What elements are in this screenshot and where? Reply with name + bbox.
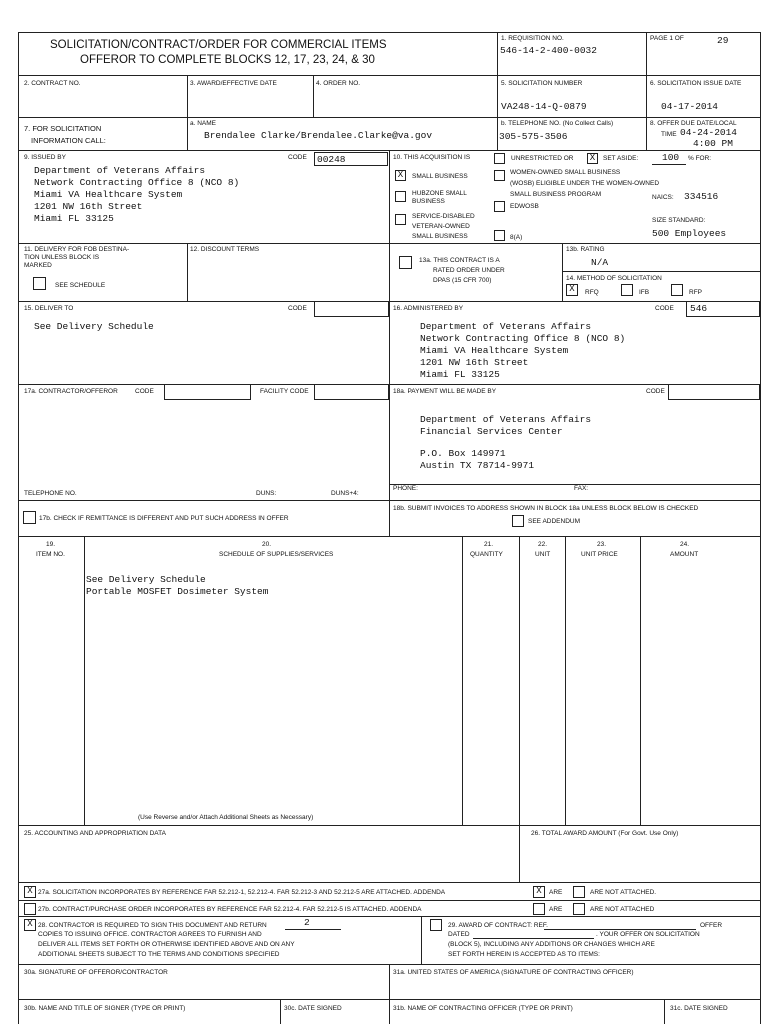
see-schedule-label: SEE SCHEDULE [55,282,106,289]
col-unit-label: UNIT [535,551,551,558]
addendum-label: SEE ADDENDUM [528,518,581,525]
issued-by-code-label: CODE [288,154,307,161]
small-business-label: SMALL BUSINESS [412,173,468,180]
solicitation-no-value[interactable]: VA248-14-Q-0879 [501,101,587,112]
percent-for-label: % FOR: [688,155,712,162]
hubzone-label: HUBZONE SMALL [412,190,467,197]
page-label: PAGE 1 OF [650,35,684,42]
clause-29-dated-label: DATED [448,931,470,938]
rated-order-label-2: RATED ORDER UNDER [433,267,505,274]
schedule-footnote: (Use Reverse and/or Attach Additional Sheets as Necessary) [138,814,314,821]
info-call-label-2: INFORMATION CALL: [31,136,106,145]
wosb-checkbox[interactable] [494,170,505,181]
clause-27a-text: 27a. SOLICITATION INCORPORATES BY REFERENCE FAR 52.212-1, 52.212-4. FAR 52.212-3 AND 52.212-5 ARE ATTACHED. ADDENDA [38,889,446,896]
payment-phone-label: PHONE: [393,485,418,492]
administered-by-address-line: Department of Veterans Affairs [420,321,592,332]
schedule-line: See Delivery Schedule [86,574,206,585]
clause-27a-are-label: ARE [549,889,563,896]
remittance-checkbox[interactable] [23,511,36,524]
col-item-label: ITEM NO. [36,551,65,558]
sdvosb-label: SERVICE-DISABLED [412,213,475,220]
col-quantity-label: QUANTITY [470,551,503,558]
sdvosb-checkbox[interactable] [395,214,406,225]
clause-27b-text: 27b. CONTRACT/PURCHASE ORDER INCORPORATES BY REFERENCE FAR 52.212-4. FAR 52.212-5 IS ATTACHED. ADDENDA [38,906,422,913]
addendum-checkbox[interactable] [512,515,524,527]
clause-27b-are-not-checkbox[interactable] [573,903,585,915]
requisition-value[interactable]: 546-14-2-400-0032 [500,45,597,56]
payment-address-line: Financial Services Center [420,426,563,437]
payment-code-label: CODE [646,388,665,395]
administered-by-address-line: Network Contracting Office 8 (NCO 8) [420,333,626,344]
clause-29-text-2: . YOUR OFFER ON SOLICITATION [596,931,700,938]
rfp-checkbox[interactable] [671,284,683,296]
clause-27b-are-checkbox[interactable] [533,903,545,915]
rfp-label: RFP [689,289,702,296]
naics-label: NAICS: [652,194,674,201]
offer-due-label: 8. OFFER DUE DATE/LOCAL [650,120,737,127]
unrestricted-label: UNRESTRICTED OR [511,155,574,162]
clause-29-checkbox[interactable] [430,919,442,931]
col-amount-number: 24. [680,541,690,548]
size-standard-value[interactable]: 500 Employees [652,228,727,239]
rated-order-label-3: DPAS (15 CFR 700) [433,277,492,284]
award-date-label: 3. AWARD/EFFECTIVE DATE [190,80,277,87]
clause-28-text-3: DELIVER ALL ITEMS SET FORTH OR OTHERWISE IDENTIFIED ABOVE AND ON ANY [38,941,295,948]
phone-label: b. TELEPHONE NO. (No Collect Calls) [501,120,614,127]
deliver-to-value[interactable]: See Delivery Schedule [34,321,154,332]
rating-label: 13b. RATING [566,246,605,253]
clause-28-copies[interactable]: 2 [304,917,310,928]
solicitation-method-label: 14. METHOD OF SOLICITATION [566,275,662,282]
administered-by-address-line: Miami VA Healthcare System [420,345,569,356]
clause-27b-checkbox[interactable] [24,903,36,915]
wosb-label: WOMEN-OWNED SMALL BUSINESS [510,169,621,176]
deliver-to-code-label: CODE [288,305,307,312]
page-count: 29 [717,35,729,46]
payment-address-line: Austin TX 78714-9971 [420,460,535,471]
set-aside-percent[interactable]: 100 [662,152,680,163]
name-label: a. NAME [190,120,217,127]
col-unit-number: 22. [538,541,548,548]
col-unit-price-number: 23. [597,541,607,548]
issued-by-code-value: 00248 [317,154,346,165]
rfq-checkbox[interactable]: X [566,284,578,296]
issued-by-address-line: Network Contracting Office 8 (NCO 8) [34,177,240,188]
accounting-label: 25. ACCOUNTING AND APPROPRIATION DATA [24,830,166,837]
payment-label: 18a. PAYMENT WILL BE MADE BY [393,388,497,395]
naics-value[interactable]: 334516 [684,191,719,202]
edwosb-checkbox[interactable] [494,201,505,212]
rating-value[interactable]: N/A [591,257,609,268]
payment-fax-label: FAX: [574,485,589,492]
sdvosb-label-3: SMALL BUSINESS [412,233,468,240]
duns4-label: DUNS+4: [331,490,359,497]
wosb-label-3: SMALL BUSINESS PROGRAM [510,191,602,198]
payment-address-line: Department of Veterans Affairs [420,414,592,425]
clause-27b-are-label: ARE [549,906,563,913]
clause-29-text: 29. AWARD OF CONTRACT: REF. [448,922,548,929]
rfq-label: RFQ [585,289,599,296]
offer-due-date[interactable]: 04-24-2014 [680,127,738,138]
administered-by-address-line: Miami FL 33125 [420,369,500,380]
submit-invoices-label: 18b. SUBMIT INVOICES TO ADDRESS SHOWN IN BLOCK 18a UNLESS BLOCK BELOW IS CHECKED [393,505,699,512]
offer-due-time[interactable]: 4:00 PM [693,138,733,149]
rated-order-checkbox[interactable] [399,256,412,269]
offeror-signature-label: 30a. SIGNATURE OF OFFEROR/CONTRACTOR [24,969,168,976]
administered-by-code-label: CODE [655,305,674,312]
contractor-code-label: CODE [135,388,154,395]
schedule-line: Portable MOSFET Dosimeter System [86,586,269,597]
clause-28-text-4: ADDITIONAL SHEETS SUBJECT TO THE TERMS AND CONDITIONS SPECIFIED [38,951,280,958]
issued-by-address-line: Miami VA Healthcare System [34,189,183,200]
fob-label-3: MARKED [24,262,52,269]
contractor-code-field[interactable] [164,384,251,400]
form-title: SOLICITATION/CONTRACT/ORDER FOR COMMERCIAL ITEMS [50,39,387,51]
facility-code-field[interactable] [314,384,389,400]
requisition-label: 1. REQUISITION NO. [501,35,564,42]
col-schedule-number: 20. [262,541,272,548]
col-schedule-label: SCHEDULE OF SUPPLIES/SERVICES [219,551,334,558]
payment-code-field[interactable] [668,384,760,400]
clause-27a-are-checkbox[interactable]: X [533,886,545,898]
order-no-label: 4. ORDER NO. [316,80,361,87]
co-signature-label: 31a. UNITED STATES OF AMERICA (SIGNATURE OF CONTRACTING OFFICER) [393,969,634,976]
eight-a-checkbox[interactable] [494,230,505,241]
info-call-label: 7. FOR SOLICITATION [24,124,102,133]
set-aside-label: SET ASIDE: [603,155,639,162]
offeror-date-label: 30c. DATE SIGNED [284,1005,342,1012]
col-amount-label: AMOUNT [670,551,699,558]
signer-name-label: 30b. NAME AND TITLE OF SIGNER (TYPE OR PRINT) [24,1005,186,1012]
wosb-label-2: (WOSB) ELIGIBLE UNDER THE WOMEN-OWNED [510,180,660,187]
edwosb-label: EDWOSB [510,203,539,210]
sdvosb-label-2: VETERAN-OWNED [412,223,470,230]
clause-29-text-3: (BLOCK 5), INCLUDING ANY ADDITIONS OR CHANGES WHICH ARE [448,941,655,948]
phone-value[interactable]: 305-575-3506 [499,131,568,142]
clause-29-text-4: SET FORTH HEREIN IS ACCEPTED AS TO ITEMS: [448,951,600,958]
issue-date-label: 6. SOLICITATION ISSUE DATE [650,80,742,87]
administered-by-label: 16. ADMINISTERED BY [393,305,464,312]
solicitation-no-label: 5. SOLICITATION NUMBER [501,80,583,87]
see-schedule-checkbox[interactable] [33,277,46,290]
small-business-checkbox[interactable]: X [395,170,406,181]
col-unit-price-label: UNIT PRICE [581,551,618,558]
facility-code-label: FACILITY CODE [260,388,309,395]
contract-no-label: 2. CONTRACT NO. [24,80,81,87]
clause-28-checkbox[interactable]: X [24,919,36,931]
co-date-label: 31c. DATE SIGNED [670,1005,728,1012]
total-award-label: 26. TOTAL AWARD AMOUNT (For Govt. Use Only) [531,830,679,837]
co-name-label: 31b. NAME OF CONTRACTING OFFICER (TYPE OR PRINT) [393,1005,573,1012]
administered-by-code-value: 546 [690,303,708,314]
clause-27a-checkbox[interactable]: X [24,886,36,898]
clause-28-text: 28. CONTRACTOR IS REQUIRED TO SIGN THIS DOCUMENT AND RETURN [38,922,267,929]
clause-27a-are-not-label: ARE NOT ATTACHED. [590,889,657,896]
clause-29-offer-label: OFFER [700,922,723,929]
eight-a-label: 8(A) [510,234,523,241]
payment-address-line: P.O. Box 149971 [420,448,506,459]
telephone-label: TELEPHONE NO. [24,490,77,497]
col-quantity-number: 21. [484,541,494,548]
issue-date-value[interactable]: 04-17-2014 [661,101,719,112]
issued-by-address-line: Miami FL 33125 [34,213,114,224]
issued-by-address-line: 1201 NW 16th Street [34,201,143,212]
rated-order-label: 13a. THIS CONTRACT IS A [419,257,500,264]
deliver-to-code-field[interactable] [314,301,389,317]
fob-label: 11. DELIVERY FOR FOB DESTINA- [24,246,130,253]
clause-27a-are-not-checkbox[interactable] [573,886,585,898]
fob-label-2: TION UNLESS BLOCK IS [24,254,100,261]
set-aside-checkbox[interactable]: X [587,153,598,164]
hubzone-checkbox[interactable] [395,191,406,202]
discount-terms-label: 12. DISCOUNT TERMS [190,246,260,253]
contact-name-value[interactable]: Brendalee Clarke/Brendalee.Clarke@va.gov [204,130,433,141]
clause-28-text-2: COPIES TO ISSUING OFFICE. CONTRACTOR AGREES TO FURNISH AND [38,931,262,938]
clause-27b-are-not-label: ARE NOT ATTACHED [590,906,655,913]
form-subtitle: OFFEROR TO COMPLETE BLOCKS 12, 17, 23, 24, & 30 [80,54,375,66]
time-label: TIME [661,131,677,138]
duns-label: DUNS: [256,490,277,497]
acquisition-label: 10. THIS ACQUISITION IS [393,154,471,161]
ifb-label: IFB [639,289,650,296]
deliver-to-label: 15. DELIVER TO [24,305,74,312]
col-item-number: 19. [46,541,56,548]
ifb-checkbox[interactable] [621,284,633,296]
size-standard-label: SIZE STANDARD: [652,217,706,224]
remittance-label: 17b. CHECK IF REMITTANCE IS DIFFERENT AND PUT SUCH ADDRESS IN OFFER [39,515,289,522]
hubzone-label-2: BUSINESS [412,198,445,205]
administered-by-address-line: 1201 NW 16th Street [420,357,529,368]
issued-by-label: 9. ISSUED BY [24,154,66,161]
contractor-label: 17a. CONTRACTOR/OFFEROR [24,388,118,395]
unrestricted-checkbox[interactable] [494,153,505,164]
issued-by-address-line: Department of Veterans Affairs [34,165,206,176]
